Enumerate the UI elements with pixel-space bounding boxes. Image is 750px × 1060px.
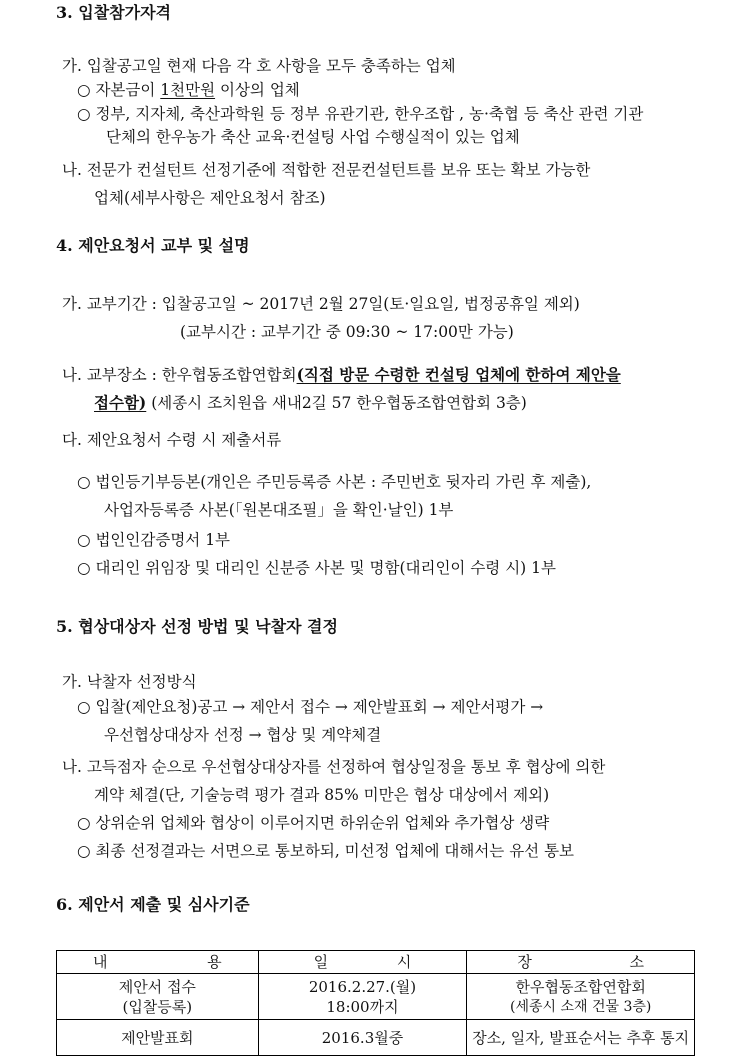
s5-process-cont: 우선협상대상자 선정 → 협상 및 계약체결 [104, 726, 382, 744]
schedule-table [56, 950, 695, 1056]
section-4-heading: 4. 제안요청서 교부 및 설명 [56, 236, 250, 255]
s4-na-bold: (직접 방문 수령한 컨설팅 업체에 한하여 제안을 [296, 365, 621, 384]
s4-doc-seal: ○ 법인인감증명서 1부 [77, 531, 231, 549]
s3-item-agency-cont: 단체의 한우농가 축산 교육·컨설팅 사업 수행실적이 있는 업체 [106, 128, 520, 146]
table-header-row [57, 951, 695, 974]
cell-date: 2016.2.27.(월) 18:00까지 [258, 974, 467, 1020]
s3-na: 나. 전문가 컨설턴트 선정기준에 적합한 전문컨설턴트를 보유 또는 확보 가능한 [62, 161, 591, 179]
s4-na-cont-bold: 접수함) [94, 393, 147, 412]
s3-item-agency: ○ 정부, 지자체, 축산과학원 등 정부 유관기관, 한우조합 , 농·축협 등 축산 관련 기관 [77, 105, 644, 123]
s3-na-cont: 업체(세부사항은 제안요청서 참조) [94, 189, 326, 207]
header-date: 일 시 [258, 951, 467, 974]
s5-item-notice: ○ 최종 선정결과는 서면으로 통보하되, 미선정 업체에 대해서는 유선 통보 [77, 842, 575, 860]
table-row [57, 1020, 695, 1056]
s4-na-cont [94, 393, 527, 413]
section-3-heading: 3. 입찰참가자격 [56, 3, 172, 22]
section-5-heading: 5. 협상대상자 선정 방법 및 낙찰자 결정 [56, 617, 338, 636]
s4-da: 다. 제안요청서 수령 시 제출서류 [62, 431, 282, 449]
s3-item-capital-post: 이상의 업체 [215, 81, 300, 99]
s4-ga-cont: (교부시간 : 교부기간 중 09:30 ~ 17:00만 가능) [180, 323, 514, 341]
s5-na: 나. 고득점자 순으로 우선협상대상자를 선정하여 협상일정을 통보 후 협상에 의한 [62, 758, 606, 776]
header-place: 장 소 [467, 951, 695, 974]
cell-content: 제안서 접수 (입찰등록) [57, 974, 259, 1020]
header-content: 내 용 [57, 951, 259, 974]
cell-date: 2016.3월중 [258, 1020, 467, 1056]
s5-item-negotiation: ○ 상위순위 업체와 협상이 이루어지면 하위순위 업체와 추가협상 생략 [77, 814, 550, 832]
s5-na-cont: 계약 체결(단, 기술능력 평가 결과 85% 미만은 협상 대상에서 제외) [94, 786, 550, 804]
cell-place: 장소, 일자, 발표순서는 추후 통지 [467, 1020, 695, 1056]
s3-item-capital-pre: ○ 자본금이 [77, 81, 161, 99]
s3-item-capital [77, 80, 300, 100]
s4-na [62, 365, 621, 385]
s3-ga: 가. 입찰공고일 현재 다음 각 호 사항을 모두 충족하는 업체 [62, 57, 456, 75]
s4-doc-registry: ○ 법인등기부등본(개인은 주민등록증 사본 : 주민번호 뒷자리 가린 후 제출), [77, 473, 592, 491]
table-row [57, 974, 695, 1020]
s5-process: ○ 입찰(제안요청)공고 → 제안서 접수 → 제안발표회 → 제안서평가 → [77, 698, 544, 716]
s4-na-pre: 나. 교부장소 : 한우협동조합연합회 [62, 366, 297, 384]
cell-content: 제안발표회 [57, 1020, 259, 1056]
s4-ga: 가. 교부기간 : 입찰공고일 ~ 2017년 2월 27일(토·일요일, 법정공휴일 제외) [62, 295, 580, 313]
section-6-heading: 6. 제안서 제출 및 심사기준 [56, 895, 250, 914]
cell-place: 한우협동조합연합회 (세종시 소재 건물 3층) [467, 974, 695, 1020]
s3-item-capital-amount: 1천만원 [160, 81, 216, 99]
s4-doc-proxy: ○ 대리인 위임장 및 대리인 신분증 사본 및 명함(대리인이 수령 시) 1부 [77, 559, 556, 577]
s4-na-address: (세종시 조치원읍 새내2길 57 한우협동조합연합회 3층) [146, 394, 527, 412]
s5-ga: 가. 낙찰자 선정방식 [62, 673, 197, 691]
s4-doc-registry-cont: 사업자등록증 사본(「원본대조필」을 확인·날인) 1부 [104, 501, 454, 519]
